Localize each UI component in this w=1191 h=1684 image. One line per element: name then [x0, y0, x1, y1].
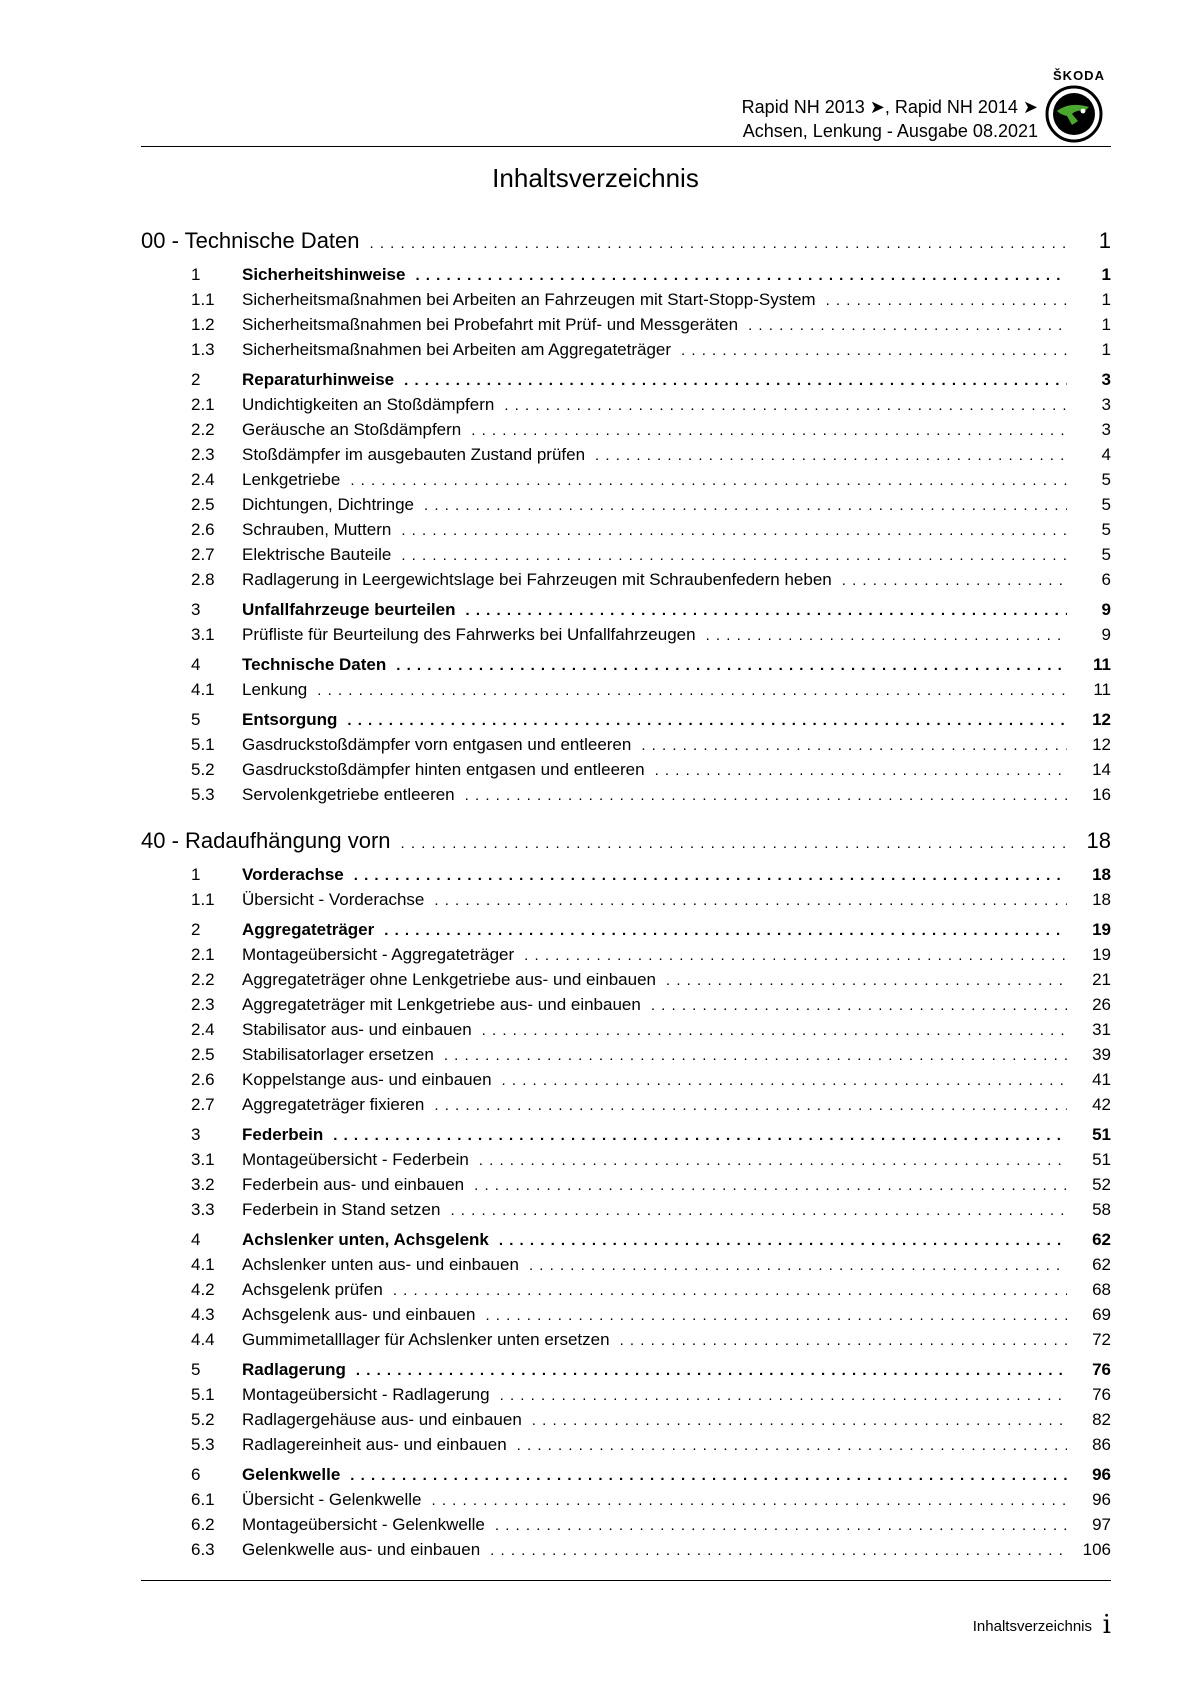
subsection-entry[interactable] — [141, 1540, 1111, 1565]
subsection-number: 1.3 — [191, 340, 215, 359]
section-number: 2 — [191, 920, 201, 939]
dot-leader — [401, 522, 1067, 539]
dot-leader — [641, 737, 1067, 754]
section-title: Federbein — [242, 1125, 324, 1144]
subsection-title: Federbein aus- und einbauen — [242, 1175, 465, 1194]
subsection-page-number: 6 — [1101, 570, 1111, 589]
dot-leader — [434, 892, 1067, 909]
dot-leader — [347, 712, 1067, 729]
subsection-page-number: 96 — [1092, 1490, 1111, 1509]
subsection-entry[interactable] — [141, 680, 1111, 705]
subsection-entry[interactable] — [141, 520, 1111, 545]
section-entry[interactable] — [141, 1230, 1111, 1255]
dot-leader — [485, 1307, 1067, 1324]
subsection-entry[interactable] — [141, 1070, 1111, 1095]
dot-leader — [396, 657, 1067, 674]
section-title: Entsorgung — [242, 710, 338, 729]
subsection-title: Montageübersicht - Radlagerung — [242, 1385, 490, 1404]
section-entry[interactable] — [141, 1360, 1111, 1385]
section-number: 4 — [191, 1230, 201, 1249]
section-number: 3 — [191, 600, 201, 619]
subsection-page-number: 51 — [1092, 1150, 1111, 1169]
subsection-title: Montageübersicht - Aggregateträger — [242, 945, 515, 964]
section-number: 1 — [191, 865, 201, 884]
chapter-page-number: 18 — [1086, 828, 1111, 853]
subsection-number: 2.3 — [191, 995, 215, 1014]
dot-leader — [434, 1097, 1067, 1114]
subsection-entry[interactable] — [141, 760, 1111, 785]
subsection-number: 2.4 — [191, 1020, 215, 1039]
section-number: 3 — [191, 1125, 201, 1144]
subsection-number: 2.7 — [191, 545, 215, 564]
dot-leader — [370, 235, 1067, 252]
section-number: 5 — [191, 1360, 201, 1379]
section-page-number: 12 — [1092, 710, 1111, 729]
subsection-number: 2.7 — [191, 1095, 215, 1114]
dot-leader — [393, 1282, 1067, 1299]
section-page-number: 19 — [1092, 920, 1111, 939]
dot-leader — [465, 787, 1067, 804]
subsection-number: 1.1 — [191, 290, 215, 309]
subsection-number: 6.3 — [191, 1540, 215, 1559]
subsection-number: 5.3 — [191, 785, 215, 804]
dot-leader — [651, 997, 1067, 1014]
subsection-title: Montageübersicht - Federbein — [242, 1150, 469, 1169]
subsection-entry[interactable] — [141, 470, 1111, 495]
subsection-number: 3.1 — [191, 1150, 215, 1169]
dot-leader — [384, 922, 1067, 939]
section-title: Radlagerung — [242, 1360, 346, 1379]
section-title: Technische Daten — [242, 655, 387, 674]
dot-leader — [450, 1202, 1067, 1219]
subsection-entry[interactable] — [141, 340, 1111, 365]
brand-wordmark: ŠKODA — [1053, 68, 1105, 83]
subsection-page-number: 11 — [1093, 680, 1111, 699]
subsection-number: 5.2 — [191, 1410, 215, 1429]
subsection-title: Prüfliste für Beurteilung des Fahrwerks bei Unfallfahrzeugen — [242, 625, 696, 644]
dot-leader — [415, 267, 1067, 284]
subsection-entry[interactable] — [141, 1305, 1111, 1330]
dot-leader — [350, 1467, 1067, 1484]
subsection-title: Elektrische Bauteile — [242, 545, 392, 564]
dot-leader — [524, 947, 1067, 964]
section-title: Reparaturhinweise — [242, 370, 395, 389]
section-page-number: 3 — [1101, 370, 1111, 389]
footer-divider — [141, 1580, 1111, 1581]
subsection-title: Stabilisatorlager ersetzen — [242, 1045, 434, 1064]
subsection-entry[interactable] — [141, 1435, 1111, 1460]
dot-leader — [474, 1177, 1067, 1194]
subsection-number: 2.4 — [191, 470, 215, 489]
subsection-title: Radlagereinheit aus- und einbauen — [242, 1435, 507, 1454]
subsection-title: Federbein in Stand setzen — [242, 1200, 441, 1219]
section-entry[interactable] — [141, 920, 1111, 945]
subsection-title: Sicherheitsmaßnahmen bei Arbeiten am Aggregateträger — [242, 340, 672, 359]
subsection-entry[interactable] — [141, 1255, 1111, 1280]
subsection-entry[interactable] — [141, 445, 1111, 470]
section-title: Unfallfahrzeuge beurteilen — [242, 600, 456, 619]
subsection-entry[interactable] — [141, 1515, 1111, 1540]
dot-leader — [401, 835, 1067, 852]
subsection-title: Servolenkgetriebe entleeren — [242, 785, 455, 804]
subsection-entry[interactable] — [141, 785, 1111, 810]
subsection-entry[interactable] — [141, 395, 1111, 420]
section-title: Sicherheitshinweise — [242, 265, 406, 284]
section-page-number: 51 — [1092, 1125, 1111, 1144]
subsection-page-number: 1 — [1101, 290, 1111, 309]
section-number: 5 — [191, 710, 201, 729]
subsection-page-number: 18 — [1092, 890, 1111, 909]
subsection-entry[interactable] — [141, 995, 1111, 1020]
subsection-entry[interactable] — [141, 315, 1111, 340]
subsection-number: 1.2 — [191, 315, 215, 334]
header-subtitle-line: Achsen, Lenkung - Ausgabe 08.2021 — [742, 121, 1038, 141]
dot-leader — [354, 867, 1067, 884]
dot-leader — [404, 372, 1067, 389]
toc-chapter — [141, 228, 1111, 810]
subsection-number: 2.5 — [191, 495, 215, 514]
dot-leader — [681, 342, 1067, 359]
subsection-title: Sicherheitsmaßnahmen bei Arbeiten an Fahrzeugen mit Start-Stopp-System — [242, 290, 816, 309]
dot-leader — [666, 972, 1067, 989]
subsection-title: Aggregateträger ohne Lenkgetriebe aus- und einbauen — [242, 970, 656, 989]
toc-chapter — [141, 828, 1111, 1565]
subsection-title: Undichtigkeiten an Stoßdämpfern — [242, 395, 495, 414]
subsection-page-number: 5 — [1101, 495, 1111, 514]
dot-leader — [504, 397, 1067, 414]
dot-leader — [655, 762, 1067, 779]
footer-page-number: i — [1102, 1610, 1111, 1640]
dot-leader — [502, 1072, 1067, 1089]
dot-leader — [482, 1022, 1067, 1039]
page-header — [0, 0, 1191, 150]
dot-leader — [401, 547, 1067, 564]
subsection-entry[interactable] — [141, 945, 1111, 970]
dot-leader — [842, 572, 1067, 589]
dot-leader — [500, 1387, 1067, 1404]
subsection-entry[interactable] — [141, 1200, 1111, 1225]
subsection-number: 3.1 — [191, 625, 215, 644]
chapter-entry[interactable] — [141, 828, 1111, 860]
dot-leader — [532, 1412, 1067, 1429]
subsection-number: 2.8 — [191, 570, 215, 589]
subsection-page-number: 39 — [1092, 1045, 1111, 1064]
section-page-number: 76 — [1092, 1360, 1111, 1379]
subsection-title: Achslenker unten aus- und einbauen — [242, 1255, 519, 1274]
subsection-number: 2.2 — [191, 970, 215, 989]
subsection-number: 4.1 — [191, 680, 215, 699]
subsection-page-number: 106 — [1082, 1540, 1111, 1559]
dot-leader — [471, 422, 1067, 439]
subsection-title: Koppelstange aus- und einbauen — [242, 1070, 492, 1089]
subsection-number: 5.3 — [191, 1435, 215, 1454]
subsection-page-number: 16 — [1092, 785, 1111, 804]
subsection-page-number: 31 — [1092, 1020, 1111, 1039]
page-title: Inhaltsverzeichnis — [492, 163, 699, 193]
dot-leader — [356, 1362, 1067, 1379]
section-entry[interactable] — [141, 865, 1111, 890]
dot-leader — [517, 1437, 1067, 1454]
subsection-title: Übersicht - Gelenkwelle — [242, 1490, 422, 1509]
chapter-title: 00 - Technische Daten — [141, 228, 360, 253]
section-entry[interactable] — [141, 600, 1111, 625]
dot-leader — [748, 317, 1067, 334]
table-of-contents — [141, 228, 1111, 1583]
subsection-title: Radlagerung in Leergewichtslage bei Fahrzeugen mit Schraubenfedern heben — [242, 570, 832, 589]
subsection-page-number: 5 — [1101, 520, 1111, 539]
section-number: 4 — [191, 655, 201, 674]
section-title: Gelenkwelle — [242, 1465, 341, 1484]
subsection-title: Übersicht - Vorderachse — [242, 890, 425, 909]
subsection-title: Stabilisator aus- und einbauen — [242, 1020, 472, 1039]
subsection-number: 3.3 — [191, 1200, 215, 1219]
subsection-number: 2.5 — [191, 1045, 215, 1064]
subsection-page-number: 3 — [1101, 395, 1111, 414]
subsection-title: Schrauben, Muttern — [242, 520, 392, 539]
subsection-number: 1.1 — [191, 890, 215, 909]
subsection-title: Montageübersicht - Gelenkwelle — [242, 1515, 485, 1534]
dot-leader — [620, 1332, 1067, 1349]
subsection-title: Lenkgetriebe — [242, 470, 341, 489]
subsection-title: Lenkung — [242, 680, 308, 699]
subsection-title: Geräusche an Stoßdämpfern — [242, 420, 462, 439]
section-entry[interactable] — [141, 265, 1111, 290]
section-page-number: 96 — [1092, 1465, 1111, 1484]
section-title: Aggregateträger — [242, 920, 375, 939]
section-page-number: 9 — [1101, 600, 1111, 619]
subsection-title: Achsgelenk prüfen — [242, 1280, 383, 1299]
subsection-page-number: 52 — [1092, 1175, 1111, 1194]
subsection-number: 2.1 — [191, 945, 215, 964]
subsection-title: Gelenkwelle aus- und einbauen — [242, 1540, 481, 1559]
subsection-title: Sicherheitsmaßnahmen bei Probefahrt mit Prüf- und Messgeräten — [242, 315, 739, 334]
subsection-page-number: 3 — [1101, 420, 1111, 439]
subsection-page-number: 42 — [1092, 1095, 1111, 1114]
subsection-page-number: 5 — [1101, 545, 1111, 564]
subsection-entry[interactable] — [141, 1045, 1111, 1070]
dot-leader — [479, 1152, 1067, 1169]
dot-leader — [529, 1257, 1067, 1274]
subsection-title: Dichtungen, Dichtringe — [242, 495, 414, 514]
header-divider — [141, 146, 1111, 147]
subsection-page-number: 82 — [1092, 1410, 1111, 1429]
section-entry[interactable] — [141, 710, 1111, 735]
subsection-page-number: 1 — [1101, 315, 1111, 334]
subsection-title: Gummimetalllager für Achslenker unten ersetzen — [242, 1330, 610, 1349]
chapter-title: 40 - Radaufhängung vorn — [141, 828, 391, 853]
subsection-page-number: 19 — [1092, 945, 1111, 964]
subsection-number: 2.2 — [191, 420, 215, 439]
section-entry[interactable] — [141, 655, 1111, 680]
section-title: Achslenker unten, Achsgelenk — [242, 1230, 489, 1249]
subsection-page-number: 21 — [1092, 970, 1111, 989]
subsection-title: Gasdruckstoßdämpfer hinten entgasen und entleeren — [242, 760, 645, 779]
subsection-title: Gasdruckstoßdämpfer vorn entgasen und entleeren — [242, 735, 632, 754]
subsection-entry[interactable] — [141, 1330, 1111, 1355]
subsection-entry[interactable] — [141, 890, 1111, 915]
dot-leader — [706, 627, 1067, 644]
subsection-number: 2.6 — [191, 520, 215, 539]
subsection-number: 2.1 — [191, 395, 215, 414]
dot-leader — [350, 472, 1067, 489]
subsection-page-number: 9 — [1101, 625, 1111, 644]
subsection-number: 6.2 — [191, 1515, 215, 1534]
subsection-number: 5.1 — [191, 1385, 215, 1404]
subsection-page-number: 41 — [1092, 1070, 1111, 1089]
subsection-number: 2.6 — [191, 1070, 215, 1089]
subsection-entry[interactable] — [141, 1020, 1111, 1045]
subsection-entry[interactable] — [141, 420, 1111, 445]
section-page-number: 18 — [1092, 865, 1111, 884]
footer-label: Inhaltsverzeichnis — [972, 1618, 1092, 1635]
dot-leader — [424, 497, 1067, 514]
subsection-entry[interactable] — [141, 1095, 1111, 1120]
subsection-entry[interactable] — [141, 1490, 1111, 1515]
subsection-entry[interactable] — [141, 1150, 1111, 1175]
dot-leader — [317, 682, 1067, 699]
subsection-page-number: 97 — [1092, 1515, 1111, 1534]
subsection-entry[interactable] — [141, 570, 1111, 595]
subsection-number: 5.1 — [191, 735, 215, 754]
dot-leader — [333, 1127, 1067, 1144]
section-page-number: 11 — [1093, 655, 1111, 674]
subsection-title: Aggregateträger fixieren — [242, 1095, 425, 1114]
subsection-title: Radlagergehäuse aus- und einbauen — [242, 1410, 522, 1429]
section-entry[interactable] — [141, 1465, 1111, 1490]
subsection-title: Aggregateträger mit Lenkgetriebe aus- und einbauen — [242, 995, 641, 1014]
dot-leader — [826, 292, 1067, 309]
dot-leader — [499, 1232, 1067, 1249]
skoda-logo-icon — [1045, 85, 1103, 143]
chapter-page-number: 1 — [1098, 228, 1111, 253]
dot-leader — [595, 447, 1067, 464]
subsection-page-number: 62 — [1092, 1255, 1111, 1274]
subsection-entry[interactable] — [141, 290, 1111, 315]
subsection-entry[interactable] — [141, 545, 1111, 570]
subsection-number: 4.4 — [191, 1330, 215, 1349]
subsection-number: 6.1 — [191, 1490, 215, 1509]
subsection-page-number: 69 — [1092, 1305, 1111, 1324]
header-model-line: Rapid NH 2013 ➤, Rapid NH 2014 ➤ — [741, 97, 1038, 117]
subsection-number: 3.2 — [191, 1175, 215, 1194]
subsection-entry[interactable] — [141, 1410, 1111, 1435]
subsection-page-number: 12 — [1092, 735, 1111, 754]
section-title: Vorderachse — [242, 865, 344, 884]
section-entry[interactable] — [141, 1125, 1111, 1150]
page-footer — [0, 1580, 1191, 1680]
subsection-entry[interactable] — [141, 495, 1111, 520]
subsection-page-number: 68 — [1092, 1280, 1111, 1299]
subsection-page-number: 1 — [1101, 340, 1111, 359]
subsection-entry[interactable] — [141, 1385, 1111, 1410]
subsection-number: 2.3 — [191, 445, 215, 464]
subsection-entry[interactable] — [141, 1175, 1111, 1200]
subsection-page-number: 86 — [1092, 1435, 1111, 1454]
subsection-number: 4.2 — [191, 1280, 215, 1299]
dot-leader — [444, 1047, 1067, 1064]
subsection-title: Achsgelenk aus- und einbauen — [242, 1305, 476, 1324]
subsection-page-number: 72 — [1092, 1330, 1111, 1349]
chapter-entry[interactable] — [141, 228, 1111, 260]
section-entry[interactable] — [141, 370, 1111, 395]
section-page-number: 1 — [1101, 265, 1111, 284]
section-number: 2 — [191, 370, 201, 389]
subsection-title: Stoßdämpfer im ausgebauten Zustand prüfen — [242, 445, 586, 464]
dot-leader — [432, 1492, 1067, 1509]
subsection-number: 5.2 — [191, 760, 215, 779]
subsection-entry[interactable] — [141, 735, 1111, 760]
subsection-page-number: 76 — [1092, 1385, 1111, 1404]
subsection-page-number: 4 — [1101, 445, 1111, 464]
subsection-entry[interactable] — [141, 1280, 1111, 1305]
section-number: 6 — [191, 1465, 201, 1484]
subsection-page-number: 14 — [1092, 760, 1111, 779]
dot-leader — [490, 1542, 1067, 1559]
subsection-number: 4.1 — [191, 1255, 215, 1274]
subsection-page-number: 26 — [1092, 995, 1111, 1014]
subsection-entry[interactable] — [141, 970, 1111, 995]
subsection-entry[interactable] — [141, 625, 1111, 650]
subsection-number: 4.3 — [191, 1305, 215, 1324]
section-number: 1 — [191, 265, 201, 284]
section-page-number: 62 — [1092, 1230, 1111, 1249]
subsection-page-number: 5 — [1101, 470, 1111, 489]
subsection-page-number: 58 — [1092, 1200, 1111, 1219]
dot-leader — [465, 602, 1067, 619]
dot-leader — [495, 1517, 1067, 1534]
